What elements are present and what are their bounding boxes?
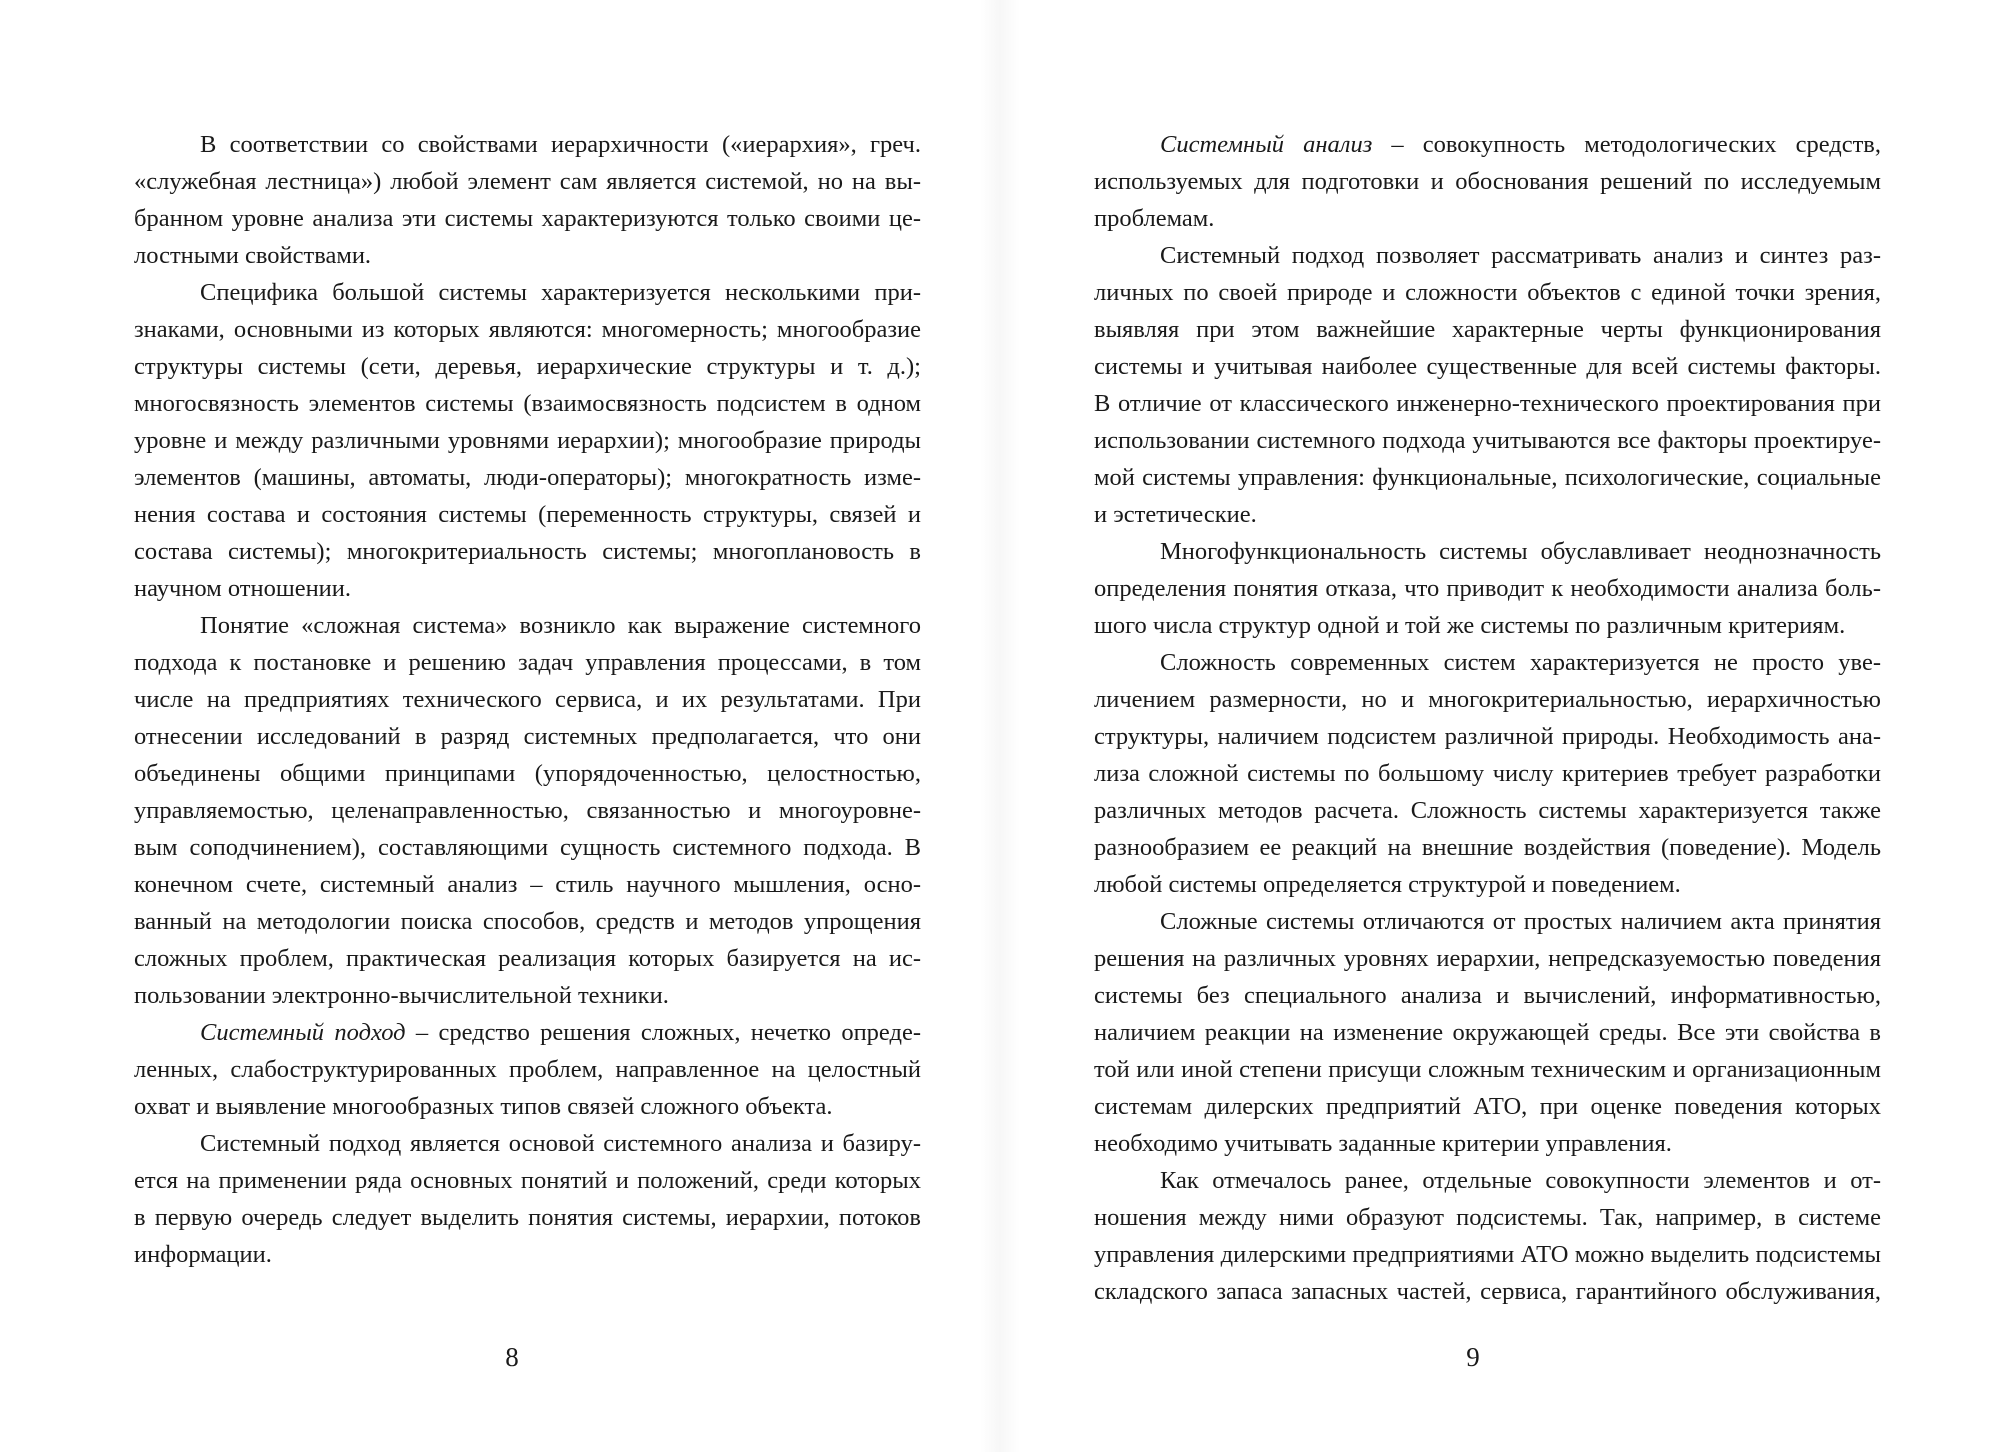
paragraph xyxy=(1094,126,1881,237)
text-line xyxy=(134,718,921,755)
text-line xyxy=(1094,1125,1881,1162)
text-line xyxy=(1094,459,1881,496)
paragraph xyxy=(1094,533,1881,644)
text-line xyxy=(134,533,921,570)
line-text: Многофункциональность системы обуславливает неоднозначность xyxy=(1160,538,1881,565)
text-line xyxy=(1094,163,1881,200)
text-line xyxy=(1094,422,1881,459)
text-line xyxy=(1094,1088,1881,1125)
text-line xyxy=(1094,977,1881,1014)
line-text: системам дилерских предприятий АТО, при оценке поведения которых xyxy=(1094,1093,1881,1120)
line-text: системы и учитывая наиболее существенные для всей системы факторы. xyxy=(1094,353,1881,380)
text-line xyxy=(134,385,921,422)
line-text: вым соподчинением), составляющими сущность системного подхода. В xyxy=(134,834,921,861)
paragraph xyxy=(134,274,921,607)
line-text: «служебная лестница») любой элемент сам является системой, но на вы- xyxy=(134,168,921,195)
text-line xyxy=(1094,311,1881,348)
text-line xyxy=(134,163,921,200)
text-line xyxy=(1094,533,1881,570)
text-line xyxy=(134,1199,921,1236)
text-line xyxy=(1094,940,1881,977)
line-text: структуры системы (сети, деревья, иерархические структуры и т. д.); xyxy=(134,353,921,380)
line-text: системы без специального анализа и вычислений, информативностью, xyxy=(1094,982,1881,1009)
text-line xyxy=(134,1162,921,1199)
paragraph xyxy=(1094,903,1881,1162)
line-text: пользовании электронно-вычислительной техники. xyxy=(134,982,669,1009)
line-text: ется на применении ряда основных понятий и положений, среди которых xyxy=(134,1167,921,1194)
line-text: информации. xyxy=(134,1241,272,1268)
paragraph xyxy=(1094,1162,1881,1310)
line-text: личением размерности, но и многокритериальностью, иерархичностью xyxy=(1094,686,1881,713)
left-page-text xyxy=(134,126,921,1273)
text-line xyxy=(1094,866,1881,903)
line-text: охват и выявление многообразных типов связей сложного объекта. xyxy=(134,1093,833,1120)
text-line xyxy=(134,1051,921,1088)
line-text: В отличие от классического инженерно-технического проектирования при xyxy=(1094,390,1881,417)
text-line xyxy=(134,570,921,607)
line-text: решения на различных уровнях иерархии, непредсказуемостью поведения xyxy=(1094,945,1881,972)
text-line xyxy=(1094,1236,1881,1273)
text-line xyxy=(1094,237,1881,274)
text-line xyxy=(1094,792,1881,829)
line-text: многосвязность элементов системы (взаимосвязность подсистем в одном xyxy=(134,390,921,417)
text-line xyxy=(1094,681,1881,718)
line-text: отнесении исследований в разряд системных предполагается, что они xyxy=(134,723,921,750)
text-line xyxy=(134,792,921,829)
line-text: личных по своей природе и сложности объектов с единой точки зрения, xyxy=(1094,279,1881,306)
text-line xyxy=(134,311,921,348)
text-line xyxy=(1094,718,1881,755)
italic-term: Системный подход xyxy=(200,1019,406,1046)
text-line xyxy=(1094,829,1881,866)
text-line xyxy=(134,126,921,163)
text-line xyxy=(1094,1162,1881,1199)
text-line xyxy=(1094,126,1881,163)
text-line xyxy=(1094,274,1881,311)
paragraph xyxy=(1094,644,1881,903)
line-text: лиза сложной системы по большому числу критериев требует разработки xyxy=(1094,760,1881,787)
text-line xyxy=(134,200,921,237)
text-line xyxy=(1094,644,1881,681)
text-line xyxy=(1094,348,1881,385)
italic-term: Системный анализ xyxy=(1160,131,1373,158)
text-line xyxy=(134,940,921,977)
line-text: ванный на методологии поиска способов, средств и методов упрощения xyxy=(134,908,921,935)
line-text: наличием реакции на изменение окружающей среды. Все эти свойства в xyxy=(1094,1019,1881,1046)
line-text: Понятие «сложная система» возникло как выражение системного xyxy=(200,612,921,639)
line-text: проблемам. xyxy=(1094,205,1215,232)
text-line xyxy=(1094,1014,1881,1051)
text-line xyxy=(134,422,921,459)
text-line xyxy=(134,903,921,940)
line-text: Специфика большой системы характеризуется несколькими при- xyxy=(200,279,921,306)
paragraph xyxy=(134,1125,921,1273)
line-text: мой системы управления: функциональные, психологические, социальные xyxy=(1094,464,1881,491)
line-text: любой системы определяется структурой и поведением. xyxy=(1094,871,1681,898)
text-line xyxy=(134,607,921,644)
paragraph xyxy=(134,607,921,1014)
line-text: и эстетические. xyxy=(1094,501,1257,528)
line-text: использовании системного подхода учитываются все факторы проектируе- xyxy=(1094,427,1881,454)
line-text: Сложность современных систем характеризуется не просто уве- xyxy=(1160,649,1881,676)
line-text: выявляя при этом важнейшие характерные черты функционирования xyxy=(1094,316,1881,343)
line-text: Системный подход является основой системного анализа и базиру- xyxy=(200,1130,921,1157)
line-text: разнообразием ее реакций на внешние воздействия (поведение). Модель xyxy=(1094,834,1881,861)
text-line xyxy=(134,1088,921,1125)
line-text: знаками, основными из которых являются: многомерность; многообразие xyxy=(134,316,921,343)
line-text: научном отношении. xyxy=(134,575,352,602)
line-text: в первую очередь следует выделить понятия системы, иерархии, потоков xyxy=(134,1204,921,1231)
text-line xyxy=(134,866,921,903)
page-number-left: 8 xyxy=(505,1342,519,1372)
line-text: Сложные системы отличаются от простых наличием акта принятия xyxy=(1160,908,1881,935)
text-line xyxy=(134,977,921,1014)
text-line xyxy=(134,681,921,718)
line-text: складского запаса запасных частей, сервиса, гарантийного обслуживания, xyxy=(1094,1278,1881,1305)
line-text: используемых для подготовки и обоснования решений по исследуемым xyxy=(1094,168,1881,195)
text-line xyxy=(1094,1199,1881,1236)
line-text: объединены общими принципами (упорядоченностью, целостностью, xyxy=(134,760,921,787)
line-text: лостными свойствами. xyxy=(134,242,372,269)
text-line xyxy=(134,829,921,866)
line-text: сложных проблем, практическая реализация которых базируется на ис- xyxy=(134,945,921,972)
paragraph xyxy=(1094,237,1881,533)
line-text: – совокупность методологических средств, xyxy=(1372,131,1881,158)
text-line xyxy=(134,348,921,385)
line-text: уровне и между различными уровнями иерархии); многообразие природы xyxy=(134,427,921,454)
text-line xyxy=(134,1014,921,1051)
line-text: определения понятия отказа, что приводит к необходимости анализа боль- xyxy=(1094,575,1881,602)
line-text: В соответствии со свойствами иерархичности («иерархия», греч. xyxy=(200,131,921,158)
text-line xyxy=(1094,903,1881,940)
right-page-text xyxy=(1094,126,1881,1310)
line-text: необходимо учитывать заданные критерии управления. xyxy=(1094,1130,1672,1157)
text-line xyxy=(1094,607,1881,644)
text-line xyxy=(1094,200,1881,237)
paragraph xyxy=(134,126,921,274)
text-line xyxy=(1094,1273,1881,1310)
text-line xyxy=(134,755,921,792)
text-line xyxy=(134,644,921,681)
line-text: Как отмечалось ранее, отдельные совокупности элементов и от- xyxy=(1160,1167,1881,1194)
line-text: различных методов расчета. Сложность системы характеризуется также xyxy=(1094,797,1881,824)
line-text: структуры, наличием подсистем различной природы. Необходимость ана- xyxy=(1094,723,1881,750)
text-line xyxy=(134,1236,921,1273)
line-text: управления дилерскими предприятиями АТО можно выделить подсистемы xyxy=(1094,1241,1881,1268)
line-text: подхода к постановке и решению задач управления процессами, в том xyxy=(134,649,921,676)
line-text: конечном счете, системный анализ – стиль научного мышления, осно- xyxy=(134,871,921,898)
line-text: элементов (машины, автоматы, люди-операторы); многократность изме- xyxy=(134,464,921,491)
text-line xyxy=(1094,570,1881,607)
line-text: нения состава и состояния системы (переменность структуры, связей и xyxy=(134,501,921,528)
text-line xyxy=(1094,385,1881,422)
line-text: той или иной степени присущи сложным техническим и организационным xyxy=(1094,1056,1881,1083)
line-text: ленных, слабоструктурированных проблем, направленное на целостный xyxy=(134,1056,921,1083)
line-text: шого числа структур одной и той же системы по различным критериям. xyxy=(1094,612,1846,639)
text-line xyxy=(1094,1051,1881,1088)
text-line xyxy=(134,274,921,311)
text-line xyxy=(134,1125,921,1162)
line-text: – средство решения сложных, нечетко опреде- xyxy=(405,1019,921,1046)
text-line xyxy=(1094,755,1881,792)
text-line xyxy=(1094,496,1881,533)
line-text: состава системы); многокритериальность системы; многоплановость в xyxy=(134,538,921,565)
paragraph xyxy=(134,1014,921,1125)
line-text: числе на предприятиях технического сервиса, и их результатами. При xyxy=(134,686,921,713)
line-text: ношения между ними образуют подсистемы. Так, например, в системе xyxy=(1094,1204,1881,1231)
line-text: бранном уровне анализа эти системы характеризуются только своими це- xyxy=(134,205,921,232)
book-gutter xyxy=(980,0,1020,1452)
text-line xyxy=(134,237,921,274)
line-text: управляемостью, целенаправленностью, связанностью и многоуровне- xyxy=(134,797,921,824)
page-number-right: 9 xyxy=(1466,1342,1480,1372)
text-line xyxy=(134,496,921,533)
text-line xyxy=(134,459,921,496)
line-text: Системный подход позволяет рассматривать анализ и синтез раз- xyxy=(1160,242,1881,269)
